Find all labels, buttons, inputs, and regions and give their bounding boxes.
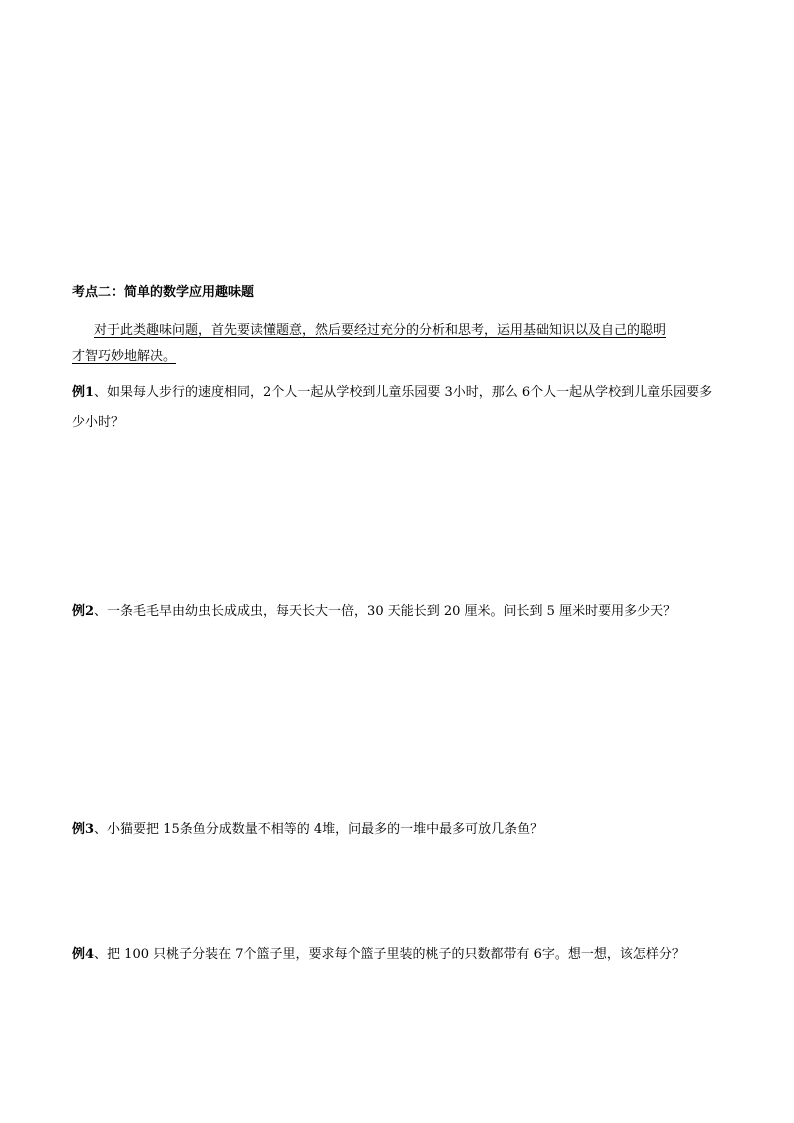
- example-text: 、小猫要把 15条鱼分成数量不相等的 4堆，问最多的一堆中最多可放几条鱼？: [94, 822, 544, 837]
- example-1: [72, 378, 724, 438]
- example-3: [72, 815, 724, 845]
- section-intro: [72, 318, 724, 370]
- example-label: 例3: [72, 822, 95, 837]
- section-heading: 考点二：简单的数学应用趣味题: [72, 285, 255, 300]
- example-text: 、把 100 只桃子分装在 7个篮子里，要求每个篮子里装的桃子的只数都带有 6字。想一想，该怎样分？: [94, 947, 685, 962]
- example-label: 例1: [72, 385, 95, 400]
- intro-line-1: 对于此类趣味问题，首先要读懂题意，然后要经过充分的分析和思考，运用基础知识以及自己的聪明: [94, 323, 667, 338]
- example-text: 、一条毛毛早由幼虫长成成虫，每天长大一倍，30 天能长到 20 厘米。问长到 5 厘米时要用多少天？: [94, 604, 677, 619]
- example-4: [72, 940, 724, 970]
- example-2: [72, 597, 724, 627]
- intro-line-2: 才智巧妙地解决。: [72, 349, 177, 364]
- example-label: 例4: [72, 947, 95, 962]
- example-text: 、如果每人步行的速度相同，2个人一起从学校到儿童乐园要 3小时，那么 6个人一起从学校到儿童乐园要多少小时？: [72, 385, 713, 430]
- example-label: 例2: [72, 604, 95, 619]
